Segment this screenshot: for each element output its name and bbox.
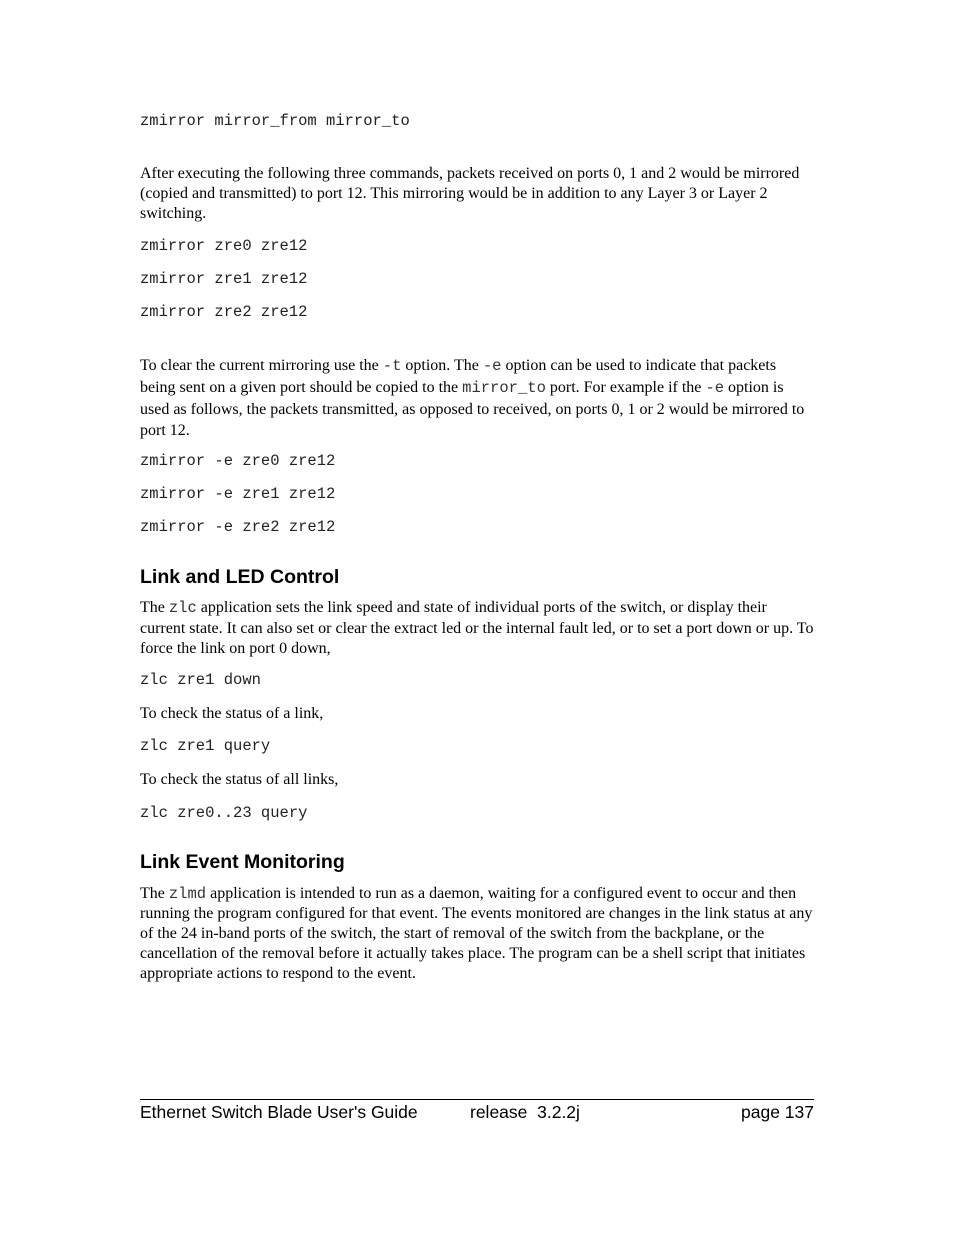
inline-code-zlmd: zlmd <box>168 885 207 903</box>
section-heading-link-event: Link Event Monitoring <box>140 851 345 873</box>
code-line-mirror-1: zmirror zre0 zre12 <box>140 237 308 255</box>
code-line-zlc-down: zlc zre1 down <box>140 671 261 689</box>
inline-code-t-option: -t <box>382 357 402 375</box>
syntax-line: zmirror mirror_from mirror_to <box>140 112 410 130</box>
mirror-intro-paragraph: After executing the following three commands, packets received on ports 0, 1 and 2 would be mirrored (copied and transmitted) to port 12. This mirroring would be in addition to any Layer 3 or Layer 2 switching. <box>140 165 800 222</box>
inline-code-e-option: -e <box>482 357 502 375</box>
code-line-mirror-e-1: zmirror -e zre0 zre12 <box>140 452 336 470</box>
page-footer <box>140 1101 814 1123</box>
link-led-intro-paragraph: The zlc application sets the link speed and state of individual ports of the switch, or display their current state. It can also set or clear the extract led or the internal fault led, or to set a port down or up. To force the link on port 0 down, <box>140 599 814 657</box>
check-link-text: To check the status of a link, <box>140 705 324 722</box>
code-line-zlc-query: zlc zre1 query <box>140 737 271 755</box>
section-heading-link-led: Link and LED Control <box>140 566 340 588</box>
footer-title: Ethernet Switch Blade User's Guide <box>140 1102 418 1122</box>
code-line-mirror-e-2: zmirror -e zre1 zre12 <box>140 485 336 503</box>
code-line-mirror-e-3: zmirror -e zre2 zre12 <box>140 518 336 536</box>
inline-code-zlc: zlc <box>168 599 197 617</box>
code-line-zlc-query-all: zlc zre0..23 query <box>140 804 308 822</box>
mirror-options-paragraph: To clear the current mirroring use the -t option. The -e option can be used to indicate that packets being sent on a given port should be copied to the mirror_to port. For example if the -e option is used as follows, the packets transmitted, as opposed to received, on ports 0, 1 or 2 would be mirrored to port 12. <box>140 357 805 439</box>
footer-page-number: page 137 <box>741 1102 814 1122</box>
code-line-mirror-3: zmirror zre2 zre12 <box>140 303 308 321</box>
document-page <box>140 0 814 1235</box>
inline-code-mirror-to: mirror_to <box>462 379 546 397</box>
inline-code-e-option-2: -e <box>705 379 724 397</box>
code-line-mirror-2: zmirror zre1 zre12 <box>140 270 308 288</box>
link-event-paragraph: The zlmd application is intended to run as a daemon, waiting for a configured event to occur and then running the program configured for that event. The events monitored are changes in the link status at any of the 24 in-band ports of the switch, the start of removal of the switch from the backplane, or the cancellation of the removal before it actually takes place. The program can be a shell script that initiates appropriate actions to respond to the event. <box>140 885 813 982</box>
footer-release: release 3.2.2j <box>470 1102 580 1122</box>
footer-rule <box>140 1099 814 1100</box>
check-all-links-text: To check the status of all links, <box>140 771 339 788</box>
